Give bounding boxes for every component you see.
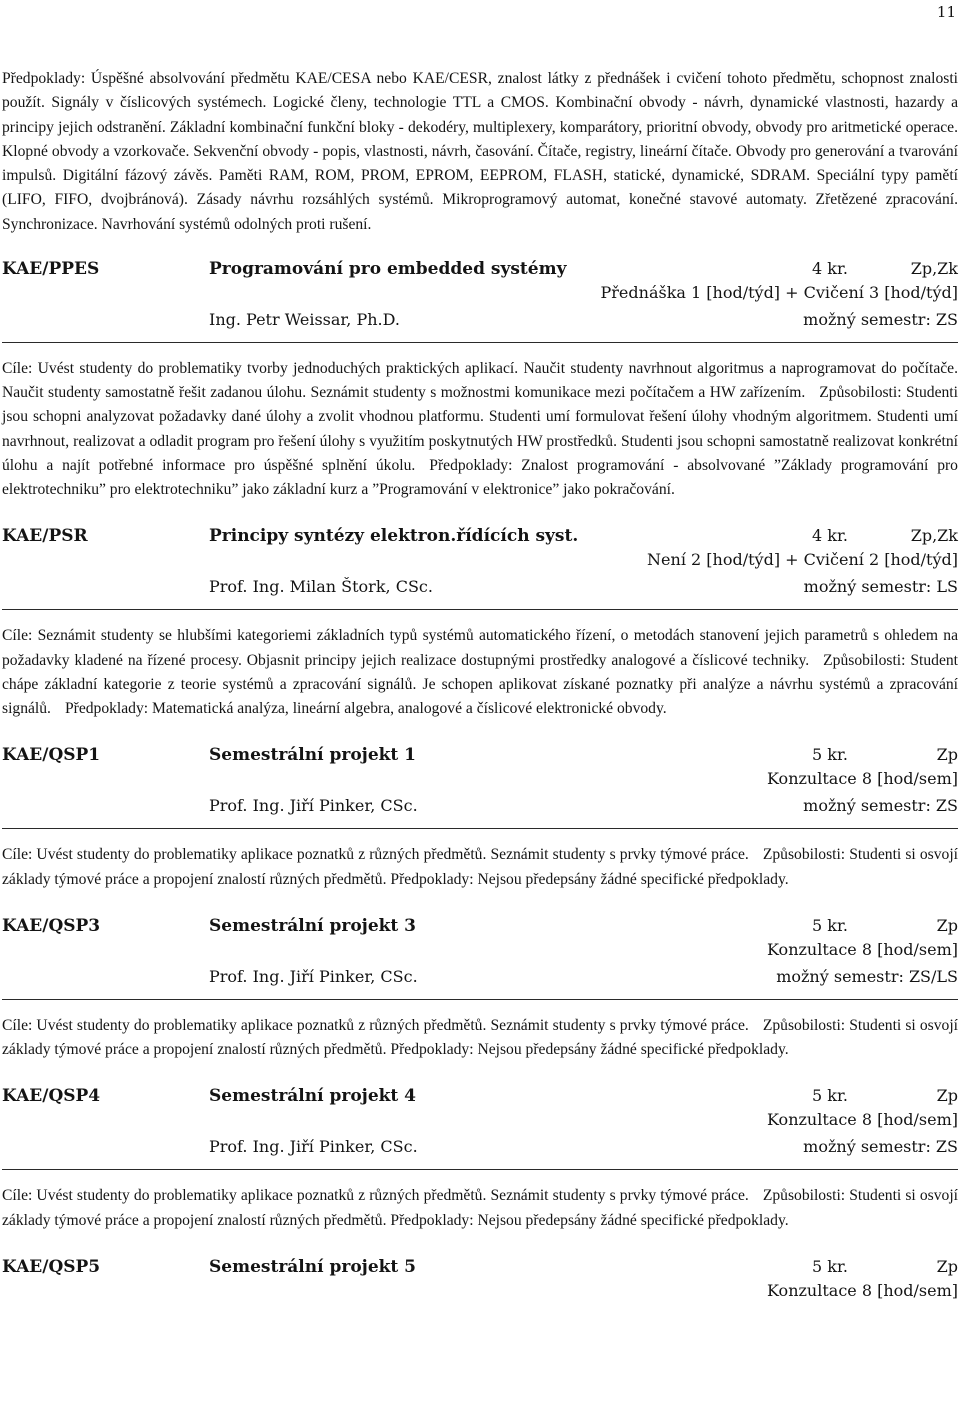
divider (2, 609, 958, 610)
course-hours: Konzultace 8 [hod/sem] (767, 939, 958, 959)
course-code: KAE/QSP4 (2, 1086, 101, 1107)
course-title: Principy syntézy elektron.řídících syst. (209, 526, 579, 547)
course-hours: Přednáška 1 [hod/týd] + Cvičení 3 [hod/týd] (600, 282, 958, 302)
course-semester: možný semestr: ZS (803, 796, 958, 816)
course-prerequisites: Předpoklady: Nejsou předepsány žádné specifické předpoklady. (390, 1211, 789, 1229)
course-prerequisites: Předpoklady: Znalost programování - absolvované ”Základy programování pro elektrotechniku” pro elektrotechniku” jako základní kurz a ”Programování v elektronice” jako pokračování. (2, 456, 958, 498)
course-title: Semestrální projekt 5 (209, 1256, 417, 1277)
course-description (2, 357, 958, 503)
divider (2, 999, 958, 1000)
course-code: KAE/QSP5 (2, 1256, 101, 1277)
course-header (2, 1084, 958, 1108)
course-description (2, 1184, 958, 1233)
course-credits: 4 kr. (812, 526, 848, 546)
course-teacher: Prof. Ing. Milan Štork, CSc. (209, 577, 433, 597)
course-hours: Konzultace 8 [hod/sem] (767, 769, 958, 789)
course-abilities: Způsobilosti: Studenti jsou schopni analyzovat požadavky dané úlohy a zvolit vhodnou platformu. Studenti umí formulovat řešení úlohy vhodným algoritmem. Studenti umí navrhnout, realizovat a odladit program pro řešení úlohy s využitím poskytnutých HW prostředků. Studenti jsou schopni samostatně realizovat konkrétní úlohu a najít potřebné informace pro úspěšné splnění úkolu. (2, 384, 958, 474)
course-description (2, 624, 958, 721)
course-credits: 5 kr. (812, 1256, 848, 1276)
course-header (2, 524, 958, 548)
course-semester: možný semestr: ZS/LS (776, 966, 958, 986)
course-exam: Zp (936, 745, 958, 765)
course-exam: Zp (936, 915, 958, 935)
course-teacher: Ing. Petr Weissar, Ph.D. (209, 309, 400, 329)
course-description (2, 1014, 958, 1063)
divider (2, 1169, 958, 1170)
course-teacher-row (2, 308, 958, 332)
course-exam: Zp,Zk (910, 258, 958, 278)
course-entry (2, 743, 958, 892)
course-exam: Zp (936, 1086, 958, 1106)
course-abilities: Způsobilosti: Student chápe základní kategorie z teorie systémů a zpracování signálů. Je schopen aplikovat získané poznatky při analýze a návrhu systémů a zpracování signálů. (2, 651, 959, 717)
course-goals: Cíle: Uvést studenty do problematiky aplikace poznatků z různých předmětů. Seznámit studenty s prvky týmové práce. (2, 1016, 749, 1034)
divider (2, 342, 958, 343)
page-content (2, 67, 958, 1303)
course-description (2, 843, 958, 892)
course-goals: Cíle: Uvést studenty do problematiky aplikace poznatků z různých předmětů. Seznámit studenty s prvky týmové práce. (2, 1187, 749, 1205)
course-entry (2, 914, 958, 1063)
course-exam: Zp,Zk (910, 526, 958, 546)
intro-paragraph: Předpoklady: Úspěšné absolvování předmětu KAE/CESA nebo KAE/CESR, znalost látky z přednášek i cvičení tohoto předmětu, schopnost znalosti použít. Signály v číslicových systémech. Logické členy, technologie TTL a CMOS. Kombinační obvody - návrh, dynamické vlastnosti, hazardy a principy jejich odstranění. Základní kombinační funkční bloky - dekodéry, multiplexery, komparátory, prioritní obvody, obvody pro aritmetické operace. Klopné obvody a vzorkovače. Sekvenční obvody - popis, vlastnosti, návrh, časování. Čítače, registry, lineární čítače. Obvody pro generování a tvarování impulsů. Digitální fázový závěs. Paměti RAM, ROM, PROM, EPROM, EEPROM, FLASH, statické, dynamické, SDRAM. Speciální typy pamětí (LIFO, FIFO, dvojbránová). Zásady návrhu rozsáhlých systémů. Mikroprogramový automat, konečné stavové automaty. Zřetězené zpracování. Synchronizace. Navrhování systémů odolných proti rušení. (2, 70, 958, 233)
course-title: Semestrální projekt 3 (209, 915, 417, 936)
course-title: Semestrální projekt 4 (209, 1086, 417, 1107)
course-semester: možný semestr: ZS (803, 1137, 958, 1157)
course-header (2, 1255, 958, 1279)
course-prerequisites: Předpoklady: Nejsou předepsány žádné specifické předpoklady. (390, 870, 789, 888)
course-goals: Cíle: Seznámit studenty se hlubšími kategoriemi základních typů systémů automatického řízení, o metodách stanovení jejich parametrů s ohledem na požadavky kladené na řízené procesy. Objasnit principy jejich realizace dostupnými prostředky analogové a číslicové techniky. (2, 627, 958, 669)
course-semester: možný semestr: LS (803, 577, 958, 597)
course-credits: 5 kr. (812, 915, 848, 935)
page-number: 11 (936, 3, 956, 21)
course-header (2, 257, 958, 281)
course-abilities: Způsobilosti: Studenti si osvojí základy týmové práce a propojení znalostí různých předmětů. (2, 846, 958, 888)
course-abilities: Způsobilosti: Studenti si osvojí základy týmové práce a propojení znalostí různých předmětů. (2, 1187, 958, 1229)
course-goals: Cíle: Uvést studenty do problematiky tvorby jednoduchých praktických aplikací. Naučit studenty navrhnout algoritmus a naprogramovat do počítače. Naučit studenty samostatně řešit zadanou úlohu. Seznámit studenty s možnostmi komunikace mezi počítačem a HW zařízením. (2, 359, 958, 401)
course-teacher: Prof. Ing. Jiří Pinker, CSc. (209, 966, 418, 986)
course-hours: Konzultace 8 [hod/sem] (767, 1280, 958, 1300)
course-prerequisites: Předpoklady: Matematická analýza, lineární algebra, analogové a číslicové elektronické obvody. (64, 700, 667, 717)
course-semester: možný semestr: ZS (803, 309, 958, 329)
course-entry (2, 524, 958, 721)
course-hours: Konzultace 8 [hod/sem] (767, 1110, 958, 1130)
course-prerequisites: Předpoklady: Nejsou předepsány žádné specifické předpoklady. (390, 1041, 789, 1058)
course-teacher: Prof. Ing. Jiří Pinker, CSc. (209, 1137, 418, 1157)
course-entry (2, 1084, 958, 1233)
course-credits: 4 kr. (812, 258, 848, 278)
course-code: KAE/QSP3 (2, 915, 101, 936)
course-teacher-row (2, 575, 958, 599)
course-code: KAE/QSP1 (2, 745, 101, 766)
course-entry (2, 257, 958, 503)
course-entry (2, 1255, 958, 1303)
course-code: KAE/PSR (2, 526, 88, 547)
course-header (2, 914, 958, 938)
course-title: Semestrální projekt 1 (209, 745, 417, 766)
course-teacher: Prof. Ing. Jiří Pinker, CSc. (209, 796, 418, 816)
course-credits: 5 kr. (812, 745, 848, 765)
course-hours: Není 2 [hod/týd] + Cvičení 2 [hod/týd] (647, 550, 958, 570)
course-teacher-row (2, 965, 958, 989)
course-abilities: Způsobilosti: Studenti si osvojí základy týmové práce a propojení znalostí různých předmětů. (2, 1016, 958, 1058)
course-code: KAE/PPES (2, 258, 100, 279)
course-goals: Cíle: Uvést studenty do problematiky aplikace poznatků z různých předmětů. Seznámit studenty s prvky týmové práce. (2, 846, 749, 864)
course-exam: Zp (936, 1256, 958, 1276)
course-teacher-row (2, 1135, 958, 1159)
course-teacher-row (2, 794, 958, 818)
course-credits: 5 kr. (812, 1086, 848, 1106)
course-header (2, 743, 958, 767)
divider (2, 828, 958, 829)
course-title: Programování pro embedded systémy (209, 258, 567, 279)
